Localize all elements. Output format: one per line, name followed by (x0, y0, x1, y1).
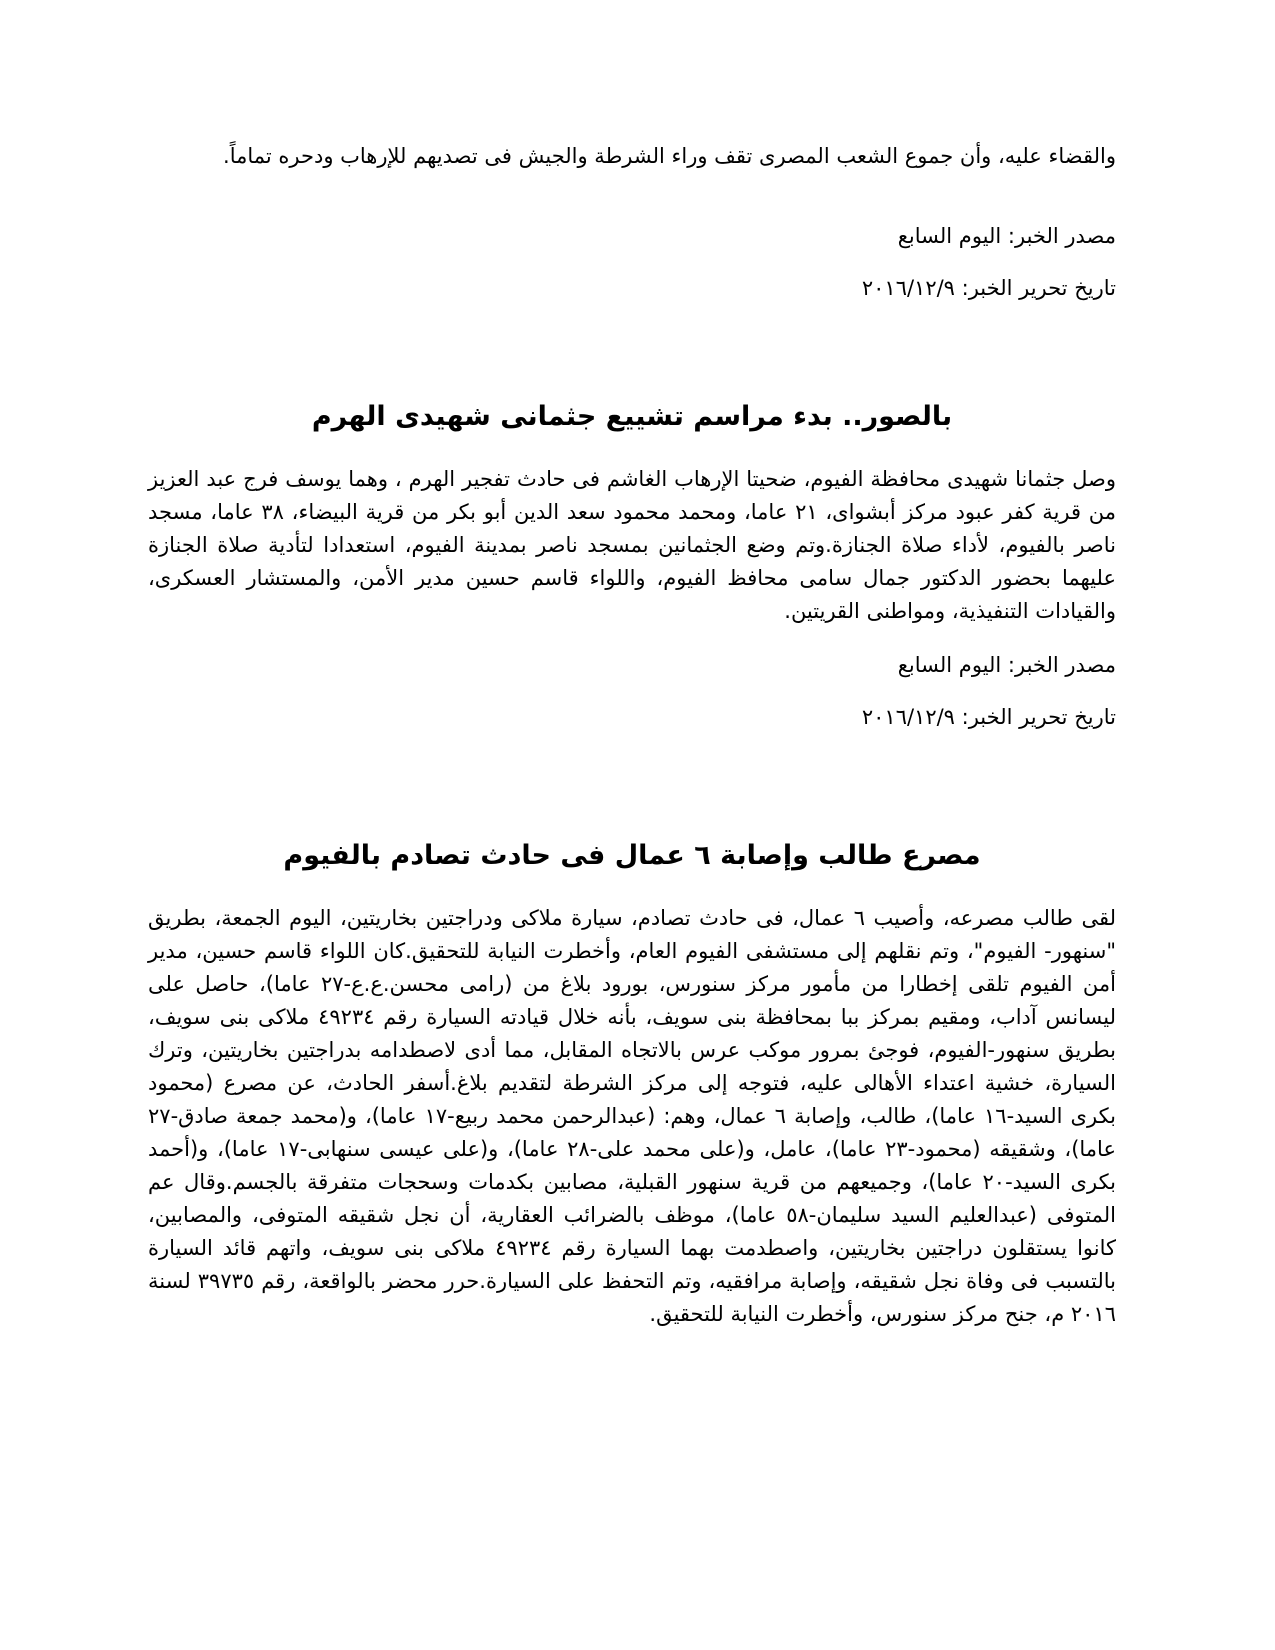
intro-news-source: مصدر الخبر: اليوم السابع (897, 224, 1116, 248)
article-2-title: مصرع طالب وإصابة ٦ عمال فى حادث تصادم بالفيوم (283, 840, 981, 871)
article-1-title: بالصور.. بدء مراسم تشييع جثمانى شهيدى الهرم (311, 401, 953, 432)
intro-edit-date: تاريخ تحرير الخبر: ٢٠١٦/١٢/٩ (861, 276, 1116, 300)
article-1-news-source: مصدر الخبر: اليوم السابع (897, 653, 1116, 677)
article-1-body: وصل جثمانا شهيدى محافظة الفيوم، ضحيتا الإرهاب الغاشم فى حادث تفجير الهرم ، وهما يوسف فرج عبد العزيز من قرية كفر عبود مركز أبشواى، ٢١ عاما، ومحمد محمود سعد الدين أبو بكر من قرية البيضاء، ٣٨ عاما، مسجد ناصر بالفيوم، لأداء صلاة الجنازة.وتم وضع الجثمانين بمسجد ناصر بمدينة الفيوم، استعدادا لتأدية صلاة الجنازة عليهما بحضور الدكتور جمال سامى محافظ الفيوم، واللواء قاسم حسين مدير الأمن، والمستشار العسكرى، والقيادات التنفيذية، ومواطنى القريتين. (148, 467, 1116, 623)
article-1-edit-date: تاريخ تحرير الخبر: ٢٠١٦/١٢/٩ (861, 705, 1116, 729)
document-page (148, 140, 1116, 1331)
intro-paragraph: والقضاء عليه، وأن جموع الشعب المصرى تقف وراء الشرطة والجيش فى تصديهم للإرهاب ودحره تماماً. (223, 144, 1116, 168)
article-2-body: لقى طالب مصرعه، وأصيب ٦ عمال، فى حادث تصادم، سيارة ملاكى ودراجتين بخاريتين، اليوم الجمعة، بطريق "سنهور- الفيوم"، وتم نقلهم إلى مستشفى الفيوم العام، وأخطرت النيابة للتحقيق.كان اللواء قاسم حسين، مدير أمن الفيوم تلقى إخطارا من مأمور مركز سنورس، بورود بلاغ من (رامى محسن.ع.ع-٢٧ عاما)، حاصل على ليسانس آداب، ومقيم بمركز ببا بمحافظة بنى سويف، بأنه خلال قيادته السيارة رقم ٤٩٢٣٤ ملاكى بنى سويف، بطريق سنهور-الفيوم، فوجئ بمرور موكب عرس بالاتجاه المقابل، مما أدى لاصطدامه بدراجتين بخاريتين، وترك السيارة، خشية اعتداء الأهالى عليه، فتوجه إلى مركز الشرطة لتقديم بلاغ.أسفر الحادث، عن مصرع (محمود بكرى السيد-١٦ عاما)، طالب، وإصابة ٦ عمال، وهم: (عبدالرحمن محمد ربيع-١٧ عاما)، و(محمد جمعة صادق-٢٧ عاما)، وشقيقه (محمود-٢٣ عاما)، عامل، و(على محمد على-٢٨ عاما)، و(على عيسى سنهابى-١٧ عاما)، و(أحمد بكرى السيد-٢٠ عاما)، وجميعهم من قرية سنهور القبلية، مصابين بكدمات وسحجات متفرقة بالجسم.وقال عم المتوفى (عبدالعليم السيد سليمان-٥٨ عاما)، موظف بالضرائب العقارية، أن نجل شقيقه المتوفى، والمصابين، كانوا يستقلون دراجتين بخاريتين، واصطدمت بهما السيارة رقم ٤٩٢٣٤ ملاكى بنى سويف، واتهم قائد السيارة بالتسبب فى وفاة نجل شقيقه، وإصابة مرافقيه، وتم التحفظ على السيارة.حرر محضر بالواقعة، رقم ٣٩٧٣٥ لسنة ٢٠١٦ م، جنح مركز سنورس، وأخطرت النيابة للتحقيق. (148, 906, 1117, 1326)
